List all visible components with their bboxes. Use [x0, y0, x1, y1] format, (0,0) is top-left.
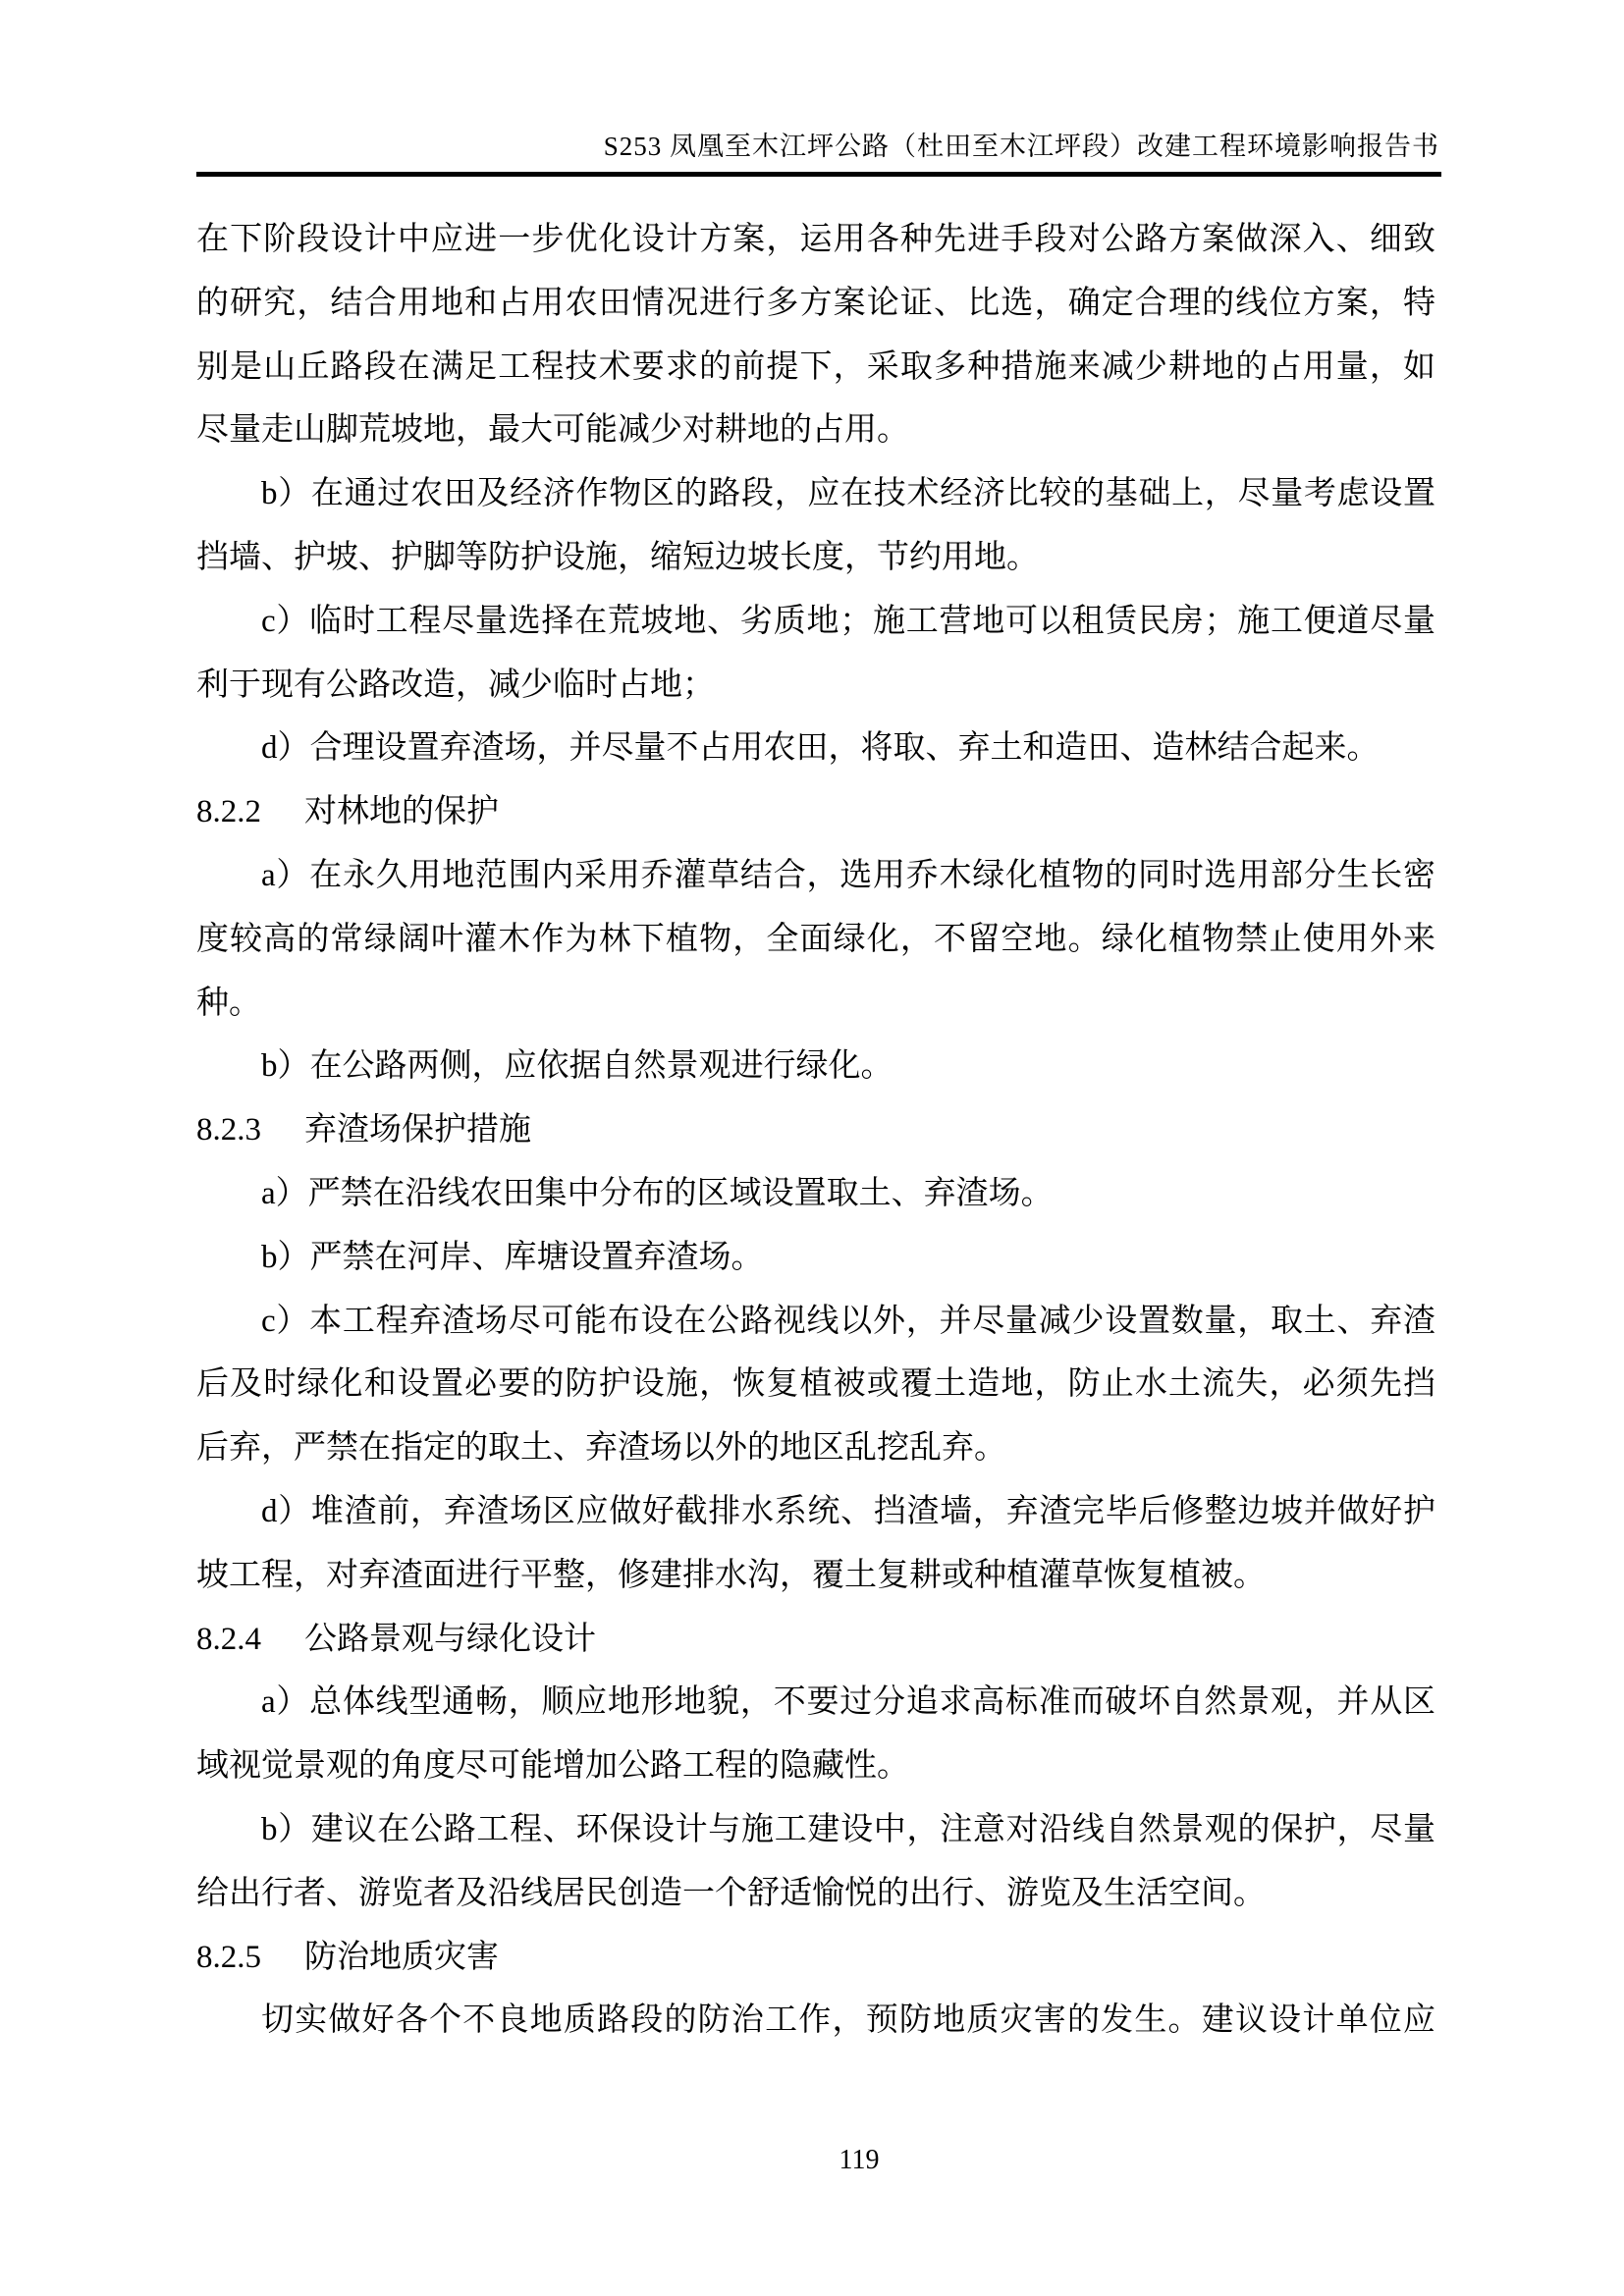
- text-line: 后弃，严禁在指定的取土、弃渣场以外的地区乱挖乱弃。: [196, 1430, 1006, 1467]
- text-line: c）本工程弃渣场尽可能布设在公路视线以外，并尽量减少设置数量，取土、弃渣: [261, 1303, 1435, 1339]
- text-line: a）严禁在沿线农田集中分布的区域设置取土、弃渣场。: [261, 1175, 1054, 1211]
- text-line: b）在通过农田及经济作物区的路段，应在技术经济比较的基础上，尽量考虑设置: [261, 476, 1435, 512]
- text-line: 域视觉景观的角度尽可能增加公路工程的隐藏性。: [196, 1748, 909, 1785]
- section-number: 8.2.2: [196, 794, 261, 830]
- section-heading-8-2-5: [196, 1926, 1435, 1990]
- section-title: 公路景观与绿化设计: [304, 1621, 596, 1657]
- section-number: 8.2.5: [196, 1939, 261, 1975]
- text-line: d）合理设置弃渣场，并尽量不占用农田，将取、弃土和造田、造林结合起来。: [261, 730, 1380, 767]
- section-heading-8-2-3: [196, 1098, 1435, 1162]
- text-line: 利于现有公路改造，减少临时占地；: [196, 667, 715, 703]
- text-line: 种。: [196, 985, 261, 1021]
- text-line: 坡工程，对弃渣面进行平整，修建排水沟，覆土复耕或种植灌草恢复植被。: [196, 1557, 1266, 1593]
- section-title: 对林地的保护: [304, 794, 499, 830]
- text-line: 在下阶段设计中应进一步优化设计方案，运用各种先进手段对公路方案做深入、细致: [196, 222, 1435, 257]
- text-line: c）临时工程尽量选择在荒坡地、劣质地；施工营地可以租赁民房；施工便道尽量: [261, 603, 1435, 639]
- page-header-title: S253 凤凰至木江坪公路（杜田至木江坪段）改建工程环境影响报告书: [603, 132, 1439, 161]
- text-line: 切实做好各个不良地质路段的防治工作，预防地质灾害的发生。建议设计单位应: [261, 2002, 1435, 2039]
- document-body: [196, 208, 1435, 2053]
- text-line: 后及时绿化和设置必要的防护设施，恢复植被或覆土造地，防止水土流失，必须先挡: [196, 1366, 1435, 1403]
- text-line: a）在永久用地范围内采用乔灌草结合，选用乔木绿化植物的同时选用部分生长密: [261, 857, 1435, 893]
- section-heading-8-2-4: [196, 1608, 1435, 1672]
- text-line: a）总体线型通畅，顺应地形地貌，不要过分追求高标准而破坏自然景观，并从区: [261, 1684, 1435, 1721]
- header-rule: [196, 172, 1441, 177]
- text-line: d）堆渣前，弃渣场区应做好截排水系统、挡渣墙，弃渣完毕后修整边坡并做好护: [261, 1493, 1435, 1529]
- section-title: 防治地质灾害: [304, 1939, 499, 1975]
- section-number: 8.2.3: [196, 1112, 261, 1148]
- text-line: 挡墙、护坡、护脚等防护设施，缩短边坡长度，节约用地。: [196, 539, 1039, 575]
- text-line: 度较高的常绿阔叶灌木作为林下植物，全面绿化，不留空地。绿化植物禁止使用外来: [196, 921, 1435, 957]
- page-number: 119: [839, 2145, 880, 2175]
- section-number: 8.2.4: [196, 1621, 261, 1657]
- section-heading-8-2-2: [196, 780, 1435, 844]
- text-line: 别是山丘路段在满足工程技术要求的前提下，采取多种措施来减少耕地的占用量，如: [196, 348, 1435, 385]
- text-line: b）严禁在河岸、库塘设置弃渣场。: [261, 1239, 764, 1275]
- text-line: 尽量走山脚荒坡地，最大可能减少对耕地的占用。: [196, 412, 909, 449]
- text-line: 的研究，结合用地和占用农田情况进行多方案论证、比选，确定合理的线位方案，特: [196, 285, 1435, 321]
- text-line: b）在公路两侧，应依据自然景观进行绿化。: [261, 1048, 893, 1085]
- section-title: 弃渣场保护措施: [304, 1112, 531, 1148]
- text-line: b）建议在公路工程、环保设计与施工建设中，注意对沿线自然景观的保护，尽量: [261, 1811, 1435, 1847]
- text-line: 给出行者、游览者及沿线居民创造一个舒适愉悦的出行、游览及生活空间。: [196, 1875, 1266, 1911]
